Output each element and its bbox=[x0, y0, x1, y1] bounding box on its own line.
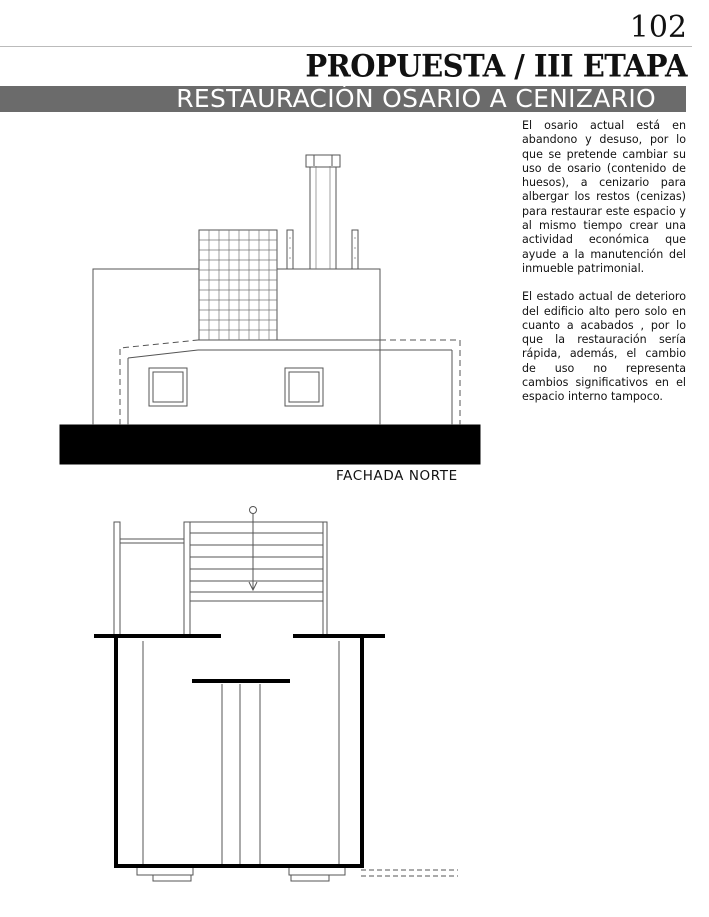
window-left bbox=[149, 368, 187, 406]
page-title: PROPUESTA / III ETAPA bbox=[305, 48, 687, 84]
main-block-outline bbox=[93, 269, 380, 425]
page-number: 102 bbox=[629, 10, 687, 45]
paragraph-current-state: El estado actual de deterioro del edificio alto pero solo en cuanto a acabados , por lo que la restauración sería rápida, además, el cambio de uso no representa cambios significativos en el espacio interno tampoco. bbox=[522, 290, 686, 404]
description-column bbox=[522, 119, 686, 419]
chimney bbox=[310, 166, 336, 269]
stair bbox=[190, 522, 323, 601]
subtitle-band bbox=[0, 86, 686, 112]
lower-facade bbox=[120, 340, 198, 425]
paragraph-current-use: El osario actual está en abandono y desuso, por lo que se pretende cambiar su uso de osario (contenido de huesos), a cenizario para albergar los restos (cenizas) para restaurar este espacio y al mismo tiempo crear una actividad económica que ayude a la manutención del inmueble patrimonial. bbox=[522, 119, 686, 275]
elevation-caption: FACHADA NORTE bbox=[336, 468, 458, 484]
ground-slab bbox=[60, 425, 480, 464]
section-subtitle: RESTAURACIÓN OSARIO A CENIZARIO bbox=[176, 84, 656, 113]
window-right bbox=[285, 368, 323, 406]
tower-grid-block bbox=[199, 230, 277, 340]
